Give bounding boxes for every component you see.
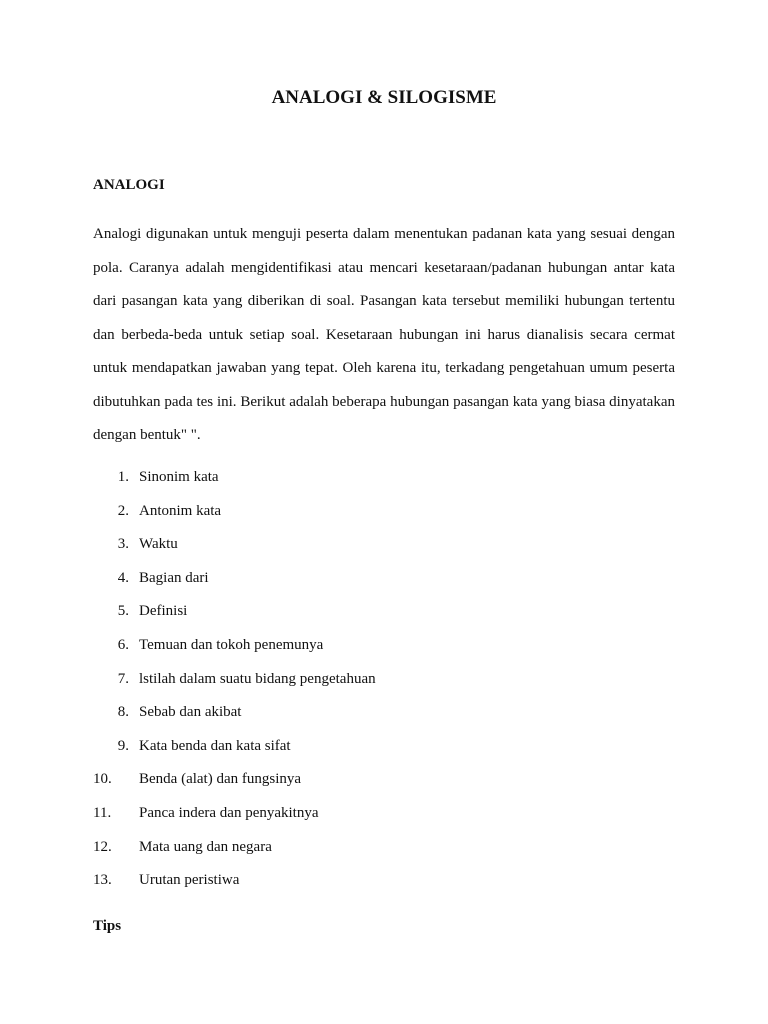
list-item-label: Waktu: [139, 536, 178, 553]
list-item: [93, 666, 675, 700]
list-item-label: lstilah dalam suatu bidang pengetahuan: [139, 670, 376, 687]
list-item-label: Urutan peristiwa: [139, 872, 240, 889]
list-item-number: 7.: [117, 670, 129, 687]
list-item: [93, 464, 675, 498]
list-item: [93, 800, 675, 834]
list-item: [93, 531, 675, 565]
list-item: [93, 867, 675, 901]
list-item-number: 5.: [117, 603, 129, 620]
list-item-number: 2.: [117, 502, 129, 519]
list-item-label: Antonim kata: [139, 502, 222, 519]
list-item-number: 10.: [93, 771, 112, 788]
list-item: [93, 834, 675, 868]
list-item: [93, 733, 675, 767]
intro-paragraph: Analogi digunakan untuk menguji peserta dalam menentukan padanan kata yang sesuai dengan pola. Caranya adalah mengidentifikasi atau mencari kesetaraan/padanan hubungan antar kata dari pasangan kata yang diberikan di soal. Pasangan kata tersebut memiliki hubungan tertentu dan berbeda-beda untuk setiap soal. Kesetaraan hubungan ini harus dianalisis secara cermat untuk mendapatkan jawaban yang tepat. Oleh karena itu, terkadang pengetahuan umum peserta dibutuhkan pada tes ini. Berikut adalah beberapa hubungan pasangan kata yang biasa dinyatakan dengan bentuk" ".: [93, 226, 675, 443]
list-item-label: Panca indera dan penyakitnya: [139, 804, 319, 821]
list-item-label: Temuan dan tokoh penemunya: [139, 636, 324, 653]
list-item: [93, 598, 675, 632]
list-item-label: Sinonim kata: [139, 469, 219, 485]
list-item-label: Mata uang dan negara: [139, 838, 272, 855]
list-item-number: 12.: [93, 838, 112, 855]
list-item-number: 6.: [117, 636, 129, 653]
list-item-number: 11.: [93, 804, 112, 821]
list-item: [93, 632, 675, 666]
page-title: ANALOGI & SILOGISME: [271, 87, 497, 108]
list-item: [93, 699, 675, 733]
list-item: [93, 498, 675, 532]
relationship-list: [93, 464, 675, 901]
section-heading-analogi: ANALOGI: [93, 177, 165, 193]
list-item-number: 4.: [117, 569, 129, 586]
list-item-number: 9.: [117, 737, 129, 754]
list-item-number: 1.: [117, 469, 129, 485]
section-heading-tips: Tips: [93, 918, 122, 934]
list-item-label: Kata benda dan kata sifat: [139, 737, 291, 754]
list-item-label: Definisi: [139, 603, 188, 620]
list-item-label: Sebab dan akibat: [139, 704, 242, 721]
list-item-number: 13.: [93, 872, 112, 889]
list-item-label: Benda (alat) dan fungsinya: [139, 771, 302, 788]
list-item: [93, 565, 675, 599]
list-item-number: 8.: [117, 704, 129, 721]
list-item-label: Bagian dari: [139, 569, 209, 586]
list-item-number: 3.: [117, 536, 129, 553]
list-item: [93, 766, 675, 800]
